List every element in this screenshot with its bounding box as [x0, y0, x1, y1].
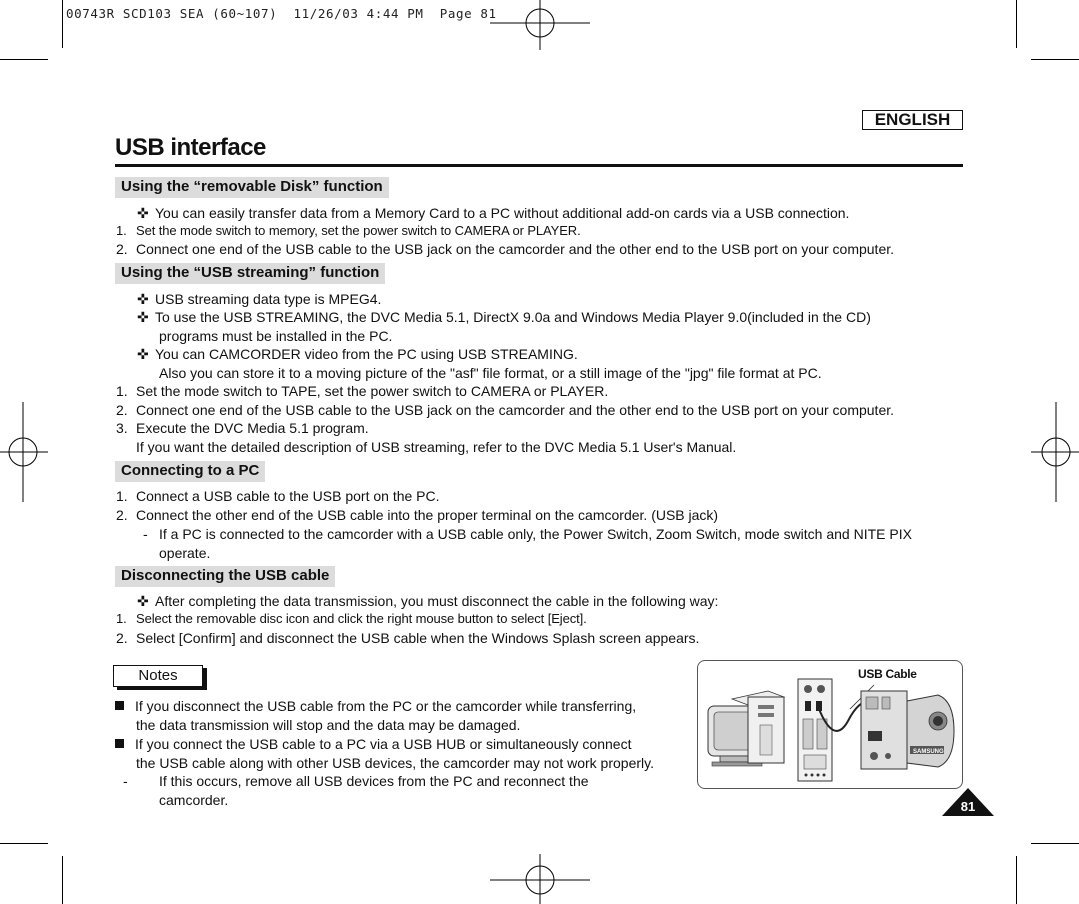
note-continuation: the data transmission will stop and the data may be damaged.	[136, 717, 521, 733]
step-item: 2. Connect the other end of the USB cable into the proper terminal on the camcorder. (USB jack)	[116, 507, 719, 523]
square-bullet-icon	[115, 739, 124, 748]
crop-mark	[0, 59, 48, 60]
section-heading-removable-disk: Using the “removable Disk” function	[115, 177, 389, 198]
crop-mark	[1031, 59, 1079, 60]
bullet-symbol: ✜	[137, 346, 149, 362]
step-continuation: If you want the detailed description of USB streaming, refer to the DVC Media 5.1 User's Manual.	[136, 439, 737, 455]
step-item: 2. Connect one end of the USB cable to the USB jack on the camcorder and the other end to the USB port on your computer.	[116, 402, 895, 418]
usb-cable-label: USB Cable	[858, 667, 917, 681]
bullet-symbol: ✜	[137, 309, 149, 325]
note-item: If you disconnect the USB cable from the PC or the camcorder while transferring,	[115, 697, 636, 715]
page-number: 81	[960, 799, 976, 814]
bullet-continuation: Also you can store it to a moving picture of the "asf" file format, or a still image of the "jpg" file format at PC.	[159, 365, 822, 381]
crop-mark	[1031, 843, 1079, 844]
title-rule	[115, 164, 963, 167]
note-item: If you connect the USB cable to a PC via a USB HUB or simultaneously connect	[115, 735, 631, 753]
dash-item: - If a PC is connected to the camcorder with a USB cable only, the Power Switch, Zoom Switch, mode switch and NITE PIX	[143, 526, 912, 542]
bullet-item: ✜ You can easily transfer data from a Memory Card to a PC without additional add-on cards via a USB connection.	[137, 205, 850, 221]
bullet-symbol: ✜	[137, 205, 149, 221]
step-item: 1. Connect a USB cable to the USB port on the PC.	[116, 488, 440, 504]
square-bullet-icon	[115, 701, 124, 710]
bullet-item: ✜ You can CAMCORDER video from the PC using USB STREAMING.	[137, 346, 578, 362]
registration-mark-left	[0, 402, 48, 502]
crop-mark	[62, 856, 63, 904]
page-title: USB interface	[115, 134, 266, 161]
pc-camcorder-drawing	[698, 661, 962, 788]
camcorder-icon	[861, 691, 954, 769]
registration-mark-right	[1031, 402, 1079, 502]
bullet-item: ✜ To use the USB STREAMING, the DVC Media 5.1, DirectX 9.0a and Windows Media Player 9.0(included in the CD)	[137, 309, 871, 325]
section-heading-disconnecting: Disconnecting the USB cable	[115, 566, 335, 587]
language-label: ENGLISH	[862, 110, 963, 130]
registration-mark-top	[490, 0, 590, 50]
note-continuation: the USB cable along with other USB devices, the camcorder may not work properly.	[136, 755, 654, 771]
bullet-item: ✜ USB streaming data type is MPEG4.	[137, 291, 382, 307]
bullet-continuation: programs must be installed in the PC.	[159, 328, 393, 344]
section-heading-connecting: Connecting to a PC	[115, 461, 265, 482]
dash-continuation: operate.	[159, 545, 211, 561]
step-item: 3. Execute the DVC Media 5.1 program.	[116, 420, 369, 436]
note-dash-continuation: camcorder.	[159, 792, 229, 808]
step-item: 1. Set the mode switch to TAPE, set the power switch to CAMERA or PLAYER.	[116, 383, 609, 399]
crop-mark	[0, 843, 48, 844]
crop-mark	[62, 0, 63, 48]
bullet-item: ✜ After completing the data transmission, you must disconnect the cable in the following way:	[137, 593, 719, 609]
print-header: 00743R SCD103 SEA (60~107) 11/26/03 4:44 PM Page 81	[66, 6, 497, 21]
bullet-symbol: ✜	[137, 593, 149, 609]
notes-label: Notes	[113, 665, 203, 687]
pc-back-panel-icon	[798, 679, 832, 781]
crop-mark	[1016, 0, 1017, 48]
step-item: 1. Set the mode switch to memory, set the power switch to CAMERA or PLAYER.	[116, 223, 581, 238]
crop-mark	[1016, 856, 1017, 904]
usb-connection-illustration	[697, 660, 963, 789]
camcorder-brand: SAMSUNG	[913, 749, 944, 755]
step-item: 2. Select [Confirm] and disconnect the USB cable when the Windows Splash screen appears.	[116, 630, 700, 646]
bullet-symbol: ✜	[137, 291, 149, 307]
section-heading-usb-streaming: Using the “USB streaming” function	[115, 263, 385, 284]
registration-mark-bottom	[490, 854, 590, 904]
note-dash-item: - If this occurs, remove all USB devices from the PC and reconnect the	[123, 773, 589, 789]
step-item: 2. Connect one end of the USB cable to the USB jack on the camcorder and the other end to the USB port on your computer.	[116, 241, 895, 257]
step-item: 1. Select the removable disc icon and click the right mouse button to select [Eject].	[116, 611, 587, 626]
